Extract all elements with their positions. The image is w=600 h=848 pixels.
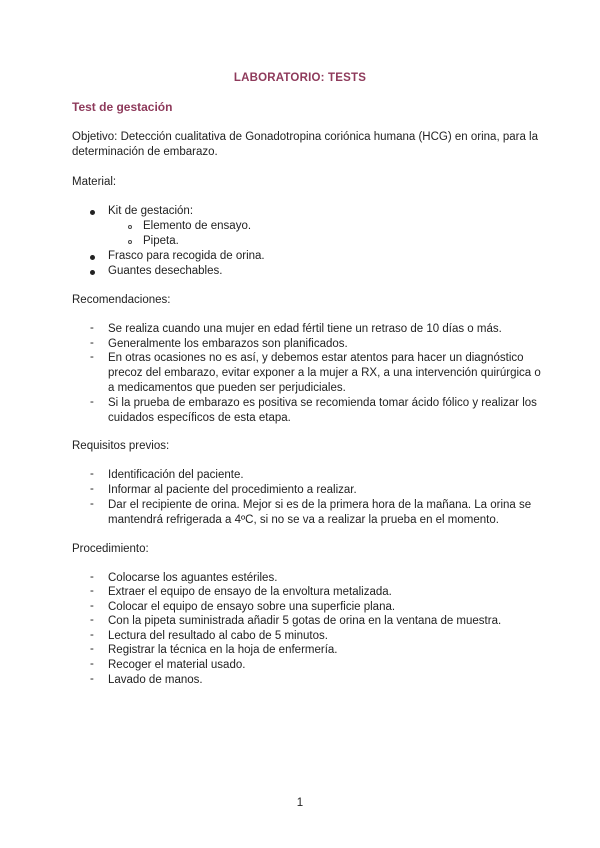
page-number: 1: [296, 797, 304, 809]
procedimiento-step: Con la pipeta suministrada añadir 5 gotas de orina en la ventana de muestra.: [108, 615, 502, 627]
dash-bullet-icon: -: [90, 585, 94, 597]
recomendacion-line: a medicamentos que pueden ser perjudiciales.: [108, 382, 346, 394]
recomendacion-line: Si la prueba de embarazo es positiva se recomienda tomar ácido fólico y realizar los: [108, 397, 537, 409]
material-heading: Material:: [72, 176, 117, 188]
dash-bullet-icon: -: [90, 600, 94, 612]
dash-bullet-icon: -: [90, 351, 94, 363]
procedimiento-step: Colocar el equipo de ensayo sobre una superficie plana.: [108, 601, 396, 613]
requisito-line: mantendrá refrigerada a 4ºC, si no se va a realizar la prueba en el momento.: [108, 514, 499, 526]
bullet-dot-icon: [90, 255, 95, 260]
dash-bullet-icon: -: [90, 498, 94, 510]
bullet-circle-icon: [128, 240, 132, 244]
procedimiento-step: Lavado de manos.: [108, 674, 203, 686]
material-item: Frasco para recogida de orina.: [108, 250, 265, 262]
bullet-dot-icon: [90, 270, 95, 275]
bullet-dot-icon: [90, 210, 95, 215]
material-kit-item: Pipeta.: [143, 235, 179, 247]
recomendacion-line: Generalmente los embarazos son planificados.: [108, 338, 348, 350]
dash-bullet-icon: -: [90, 629, 94, 641]
dash-bullet-icon: -: [90, 658, 94, 670]
dash-bullet-icon: -: [90, 396, 94, 408]
procedimiento-heading: Procedimiento:: [72, 543, 149, 555]
dash-bullet-icon: -: [90, 614, 94, 626]
recomendaciones-heading: Recomendaciones:: [72, 294, 171, 306]
dash-bullet-icon: -: [90, 468, 94, 480]
procedimiento-step: Colocarse los aguantes estériles.: [108, 572, 278, 584]
material-kit: Kit de gestación:: [108, 205, 194, 217]
procedimiento-step: Recoger el material usado.: [108, 659, 246, 671]
dash-bullet-icon: -: [90, 322, 94, 334]
dash-bullet-icon: -: [90, 337, 94, 349]
requisitos-heading: Requisitos previos:: [72, 440, 170, 452]
dash-bullet-icon: -: [90, 673, 94, 685]
dash-bullet-icon: -: [90, 571, 94, 583]
material-item: Guantes desechables.: [108, 265, 223, 277]
bullet-circle-icon: [128, 225, 132, 229]
requisito-line: Dar el recipiente de orina. Mejor si es de la primera hora de la mañana. La orina se: [108, 499, 532, 511]
dash-bullet-icon: -: [90, 483, 94, 495]
document-title: LABORATORIO: TESTS: [233, 72, 367, 84]
objetivo-line-1: Objetivo: Detección cualitativa de Gonadotropina coriónica humana (HCG) en orina, para la: [72, 131, 539, 143]
dash-bullet-icon: -: [90, 643, 94, 655]
requisito-line: Informar al paciente del procedimiento a realizar.: [108, 484, 357, 496]
procedimiento-step: Registrar la técnica en la hoja de enfermería.: [108, 644, 338, 656]
recomendacion-line: En otras ocasiones no es así, y debemos estar atentos para hacer un diagnóstico: [108, 352, 524, 364]
recomendacion-line: cuidados específicos de esta etapa.: [108, 412, 291, 424]
recomendacion-line: precoz del embarazo, evitar exponer a la mujer a RX, a una intervención quirúrgica o: [108, 367, 541, 379]
objetivo-line-2: determinación de embarazo.: [72, 146, 218, 158]
procedimiento-step: Lectura del resultado al cabo de 5 minutos.: [108, 630, 328, 642]
recomendacion-line: Se realiza cuando una mujer en edad fértil tiene un retraso de 10 días o más.: [108, 323, 502, 335]
procedimiento-step: Extraer el equipo de ensayo de la envoltura metalizada.: [108, 586, 392, 598]
section-heading: Test de gestación: [72, 100, 173, 114]
requisito-line: Identificación del paciente.: [108, 469, 244, 481]
material-kit-item: Elemento de ensayo.: [143, 220, 252, 232]
